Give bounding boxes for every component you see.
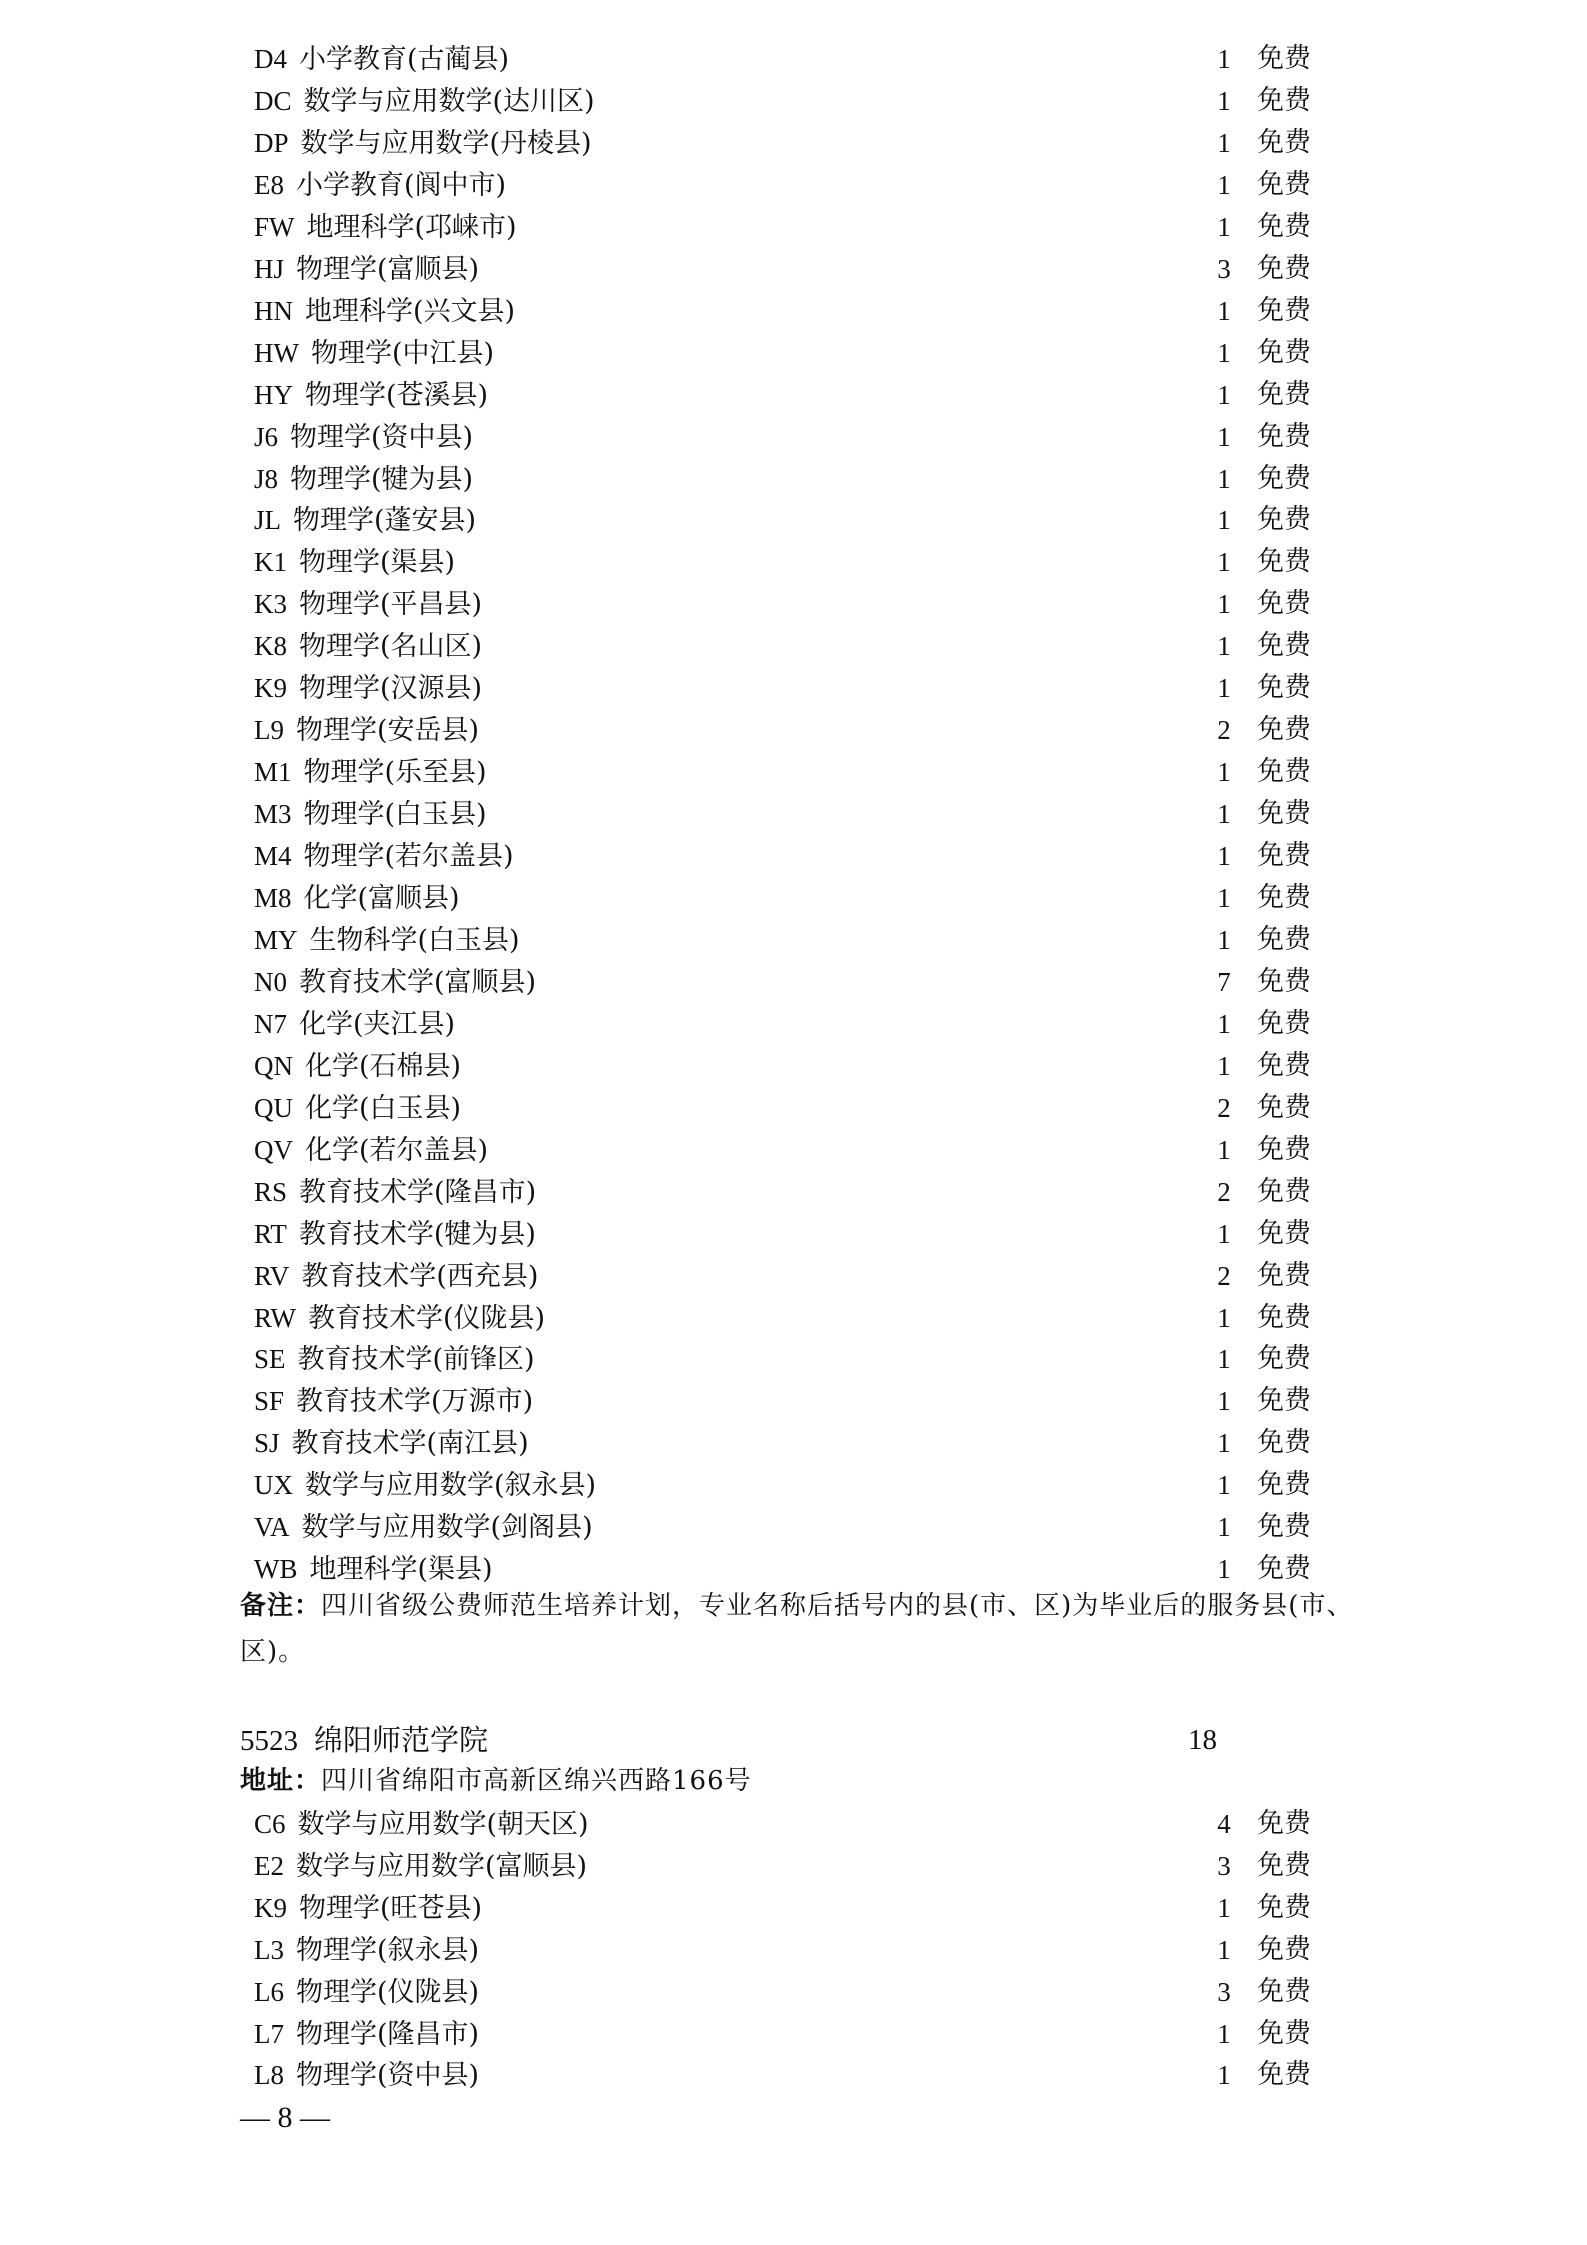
program-code: RS: [254, 1176, 288, 1207]
program-row: [254, 206, 1354, 248]
program-row: [254, 1045, 1354, 1087]
program-name: 教育技术学(隆昌市): [299, 1176, 537, 1208]
program-count: 3: [1217, 253, 1231, 284]
program-count: 1: [1217, 1008, 1231, 1039]
program-code: WB: [254, 1554, 298, 1585]
program-count: 1: [1217, 295, 1231, 326]
program-name: 化学(夹江县): [299, 1008, 456, 1040]
program-name: 物理学(苍溪县): [305, 379, 489, 411]
program-fee: 免费: [1257, 965, 1311, 997]
remark-text-line2: 区)。: [240, 1637, 306, 1667]
program-row: [254, 248, 1354, 290]
program-fee: 免费: [1257, 1049, 1311, 1081]
program-count: 1: [1217, 589, 1231, 620]
program-fee: 免费: [1257, 84, 1311, 116]
program-code: M3: [254, 799, 292, 830]
program-name: 物理学(安岳县): [296, 715, 480, 747]
program-fee: 免费: [1257, 630, 1311, 662]
program-row: [254, 667, 1354, 709]
remark-label: 备注：: [240, 1591, 322, 1621]
school-name: 绵阳师范学院: [314, 1723, 489, 1757]
program-code: M8: [254, 883, 292, 913]
program-count: 1: [1217, 211, 1231, 242]
program-fee: 免费: [1257, 756, 1311, 788]
program-fee: 免费: [1257, 1553, 1311, 1585]
remark-note: [240, 1583, 1360, 1675]
program-name: 地理科学(渠县): [309, 1554, 493, 1586]
school-total: 18: [1188, 1724, 1217, 1756]
program-code: VA: [254, 1512, 290, 1543]
program-name: 物理学(汉源县): [299, 673, 483, 705]
program-name: 数学与应用数学(朝天区): [297, 1809, 589, 1840]
program-row: [254, 541, 1354, 583]
program-fee: 免费: [1257, 882, 1311, 913]
program-count: 1: [1217, 2018, 1231, 2049]
program-code: RW: [254, 1302, 297, 1333]
program-name: 化学(富顺县): [303, 883, 460, 914]
program-name: 物理学(名山区): [299, 631, 483, 663]
program-name: 地理科学(兴文县): [305, 295, 516, 327]
program-row: [254, 2013, 1354, 2055]
program-name: 物理学(隆昌市): [296, 2018, 480, 2050]
program-count: 2: [1217, 1092, 1231, 1123]
program-code: HJ: [254, 253, 285, 284]
program-fee: 免费: [1257, 1511, 1311, 1543]
program-count: 1: [1217, 1428, 1231, 1459]
program-code: SF: [254, 1386, 285, 1417]
program-count: 2: [1217, 1260, 1231, 1291]
program-code: QU: [254, 1092, 293, 1123]
program-name: 小学教育(阆中市): [296, 169, 507, 201]
program-count: 1: [1217, 673, 1231, 704]
program-count: 1: [1217, 1344, 1231, 1375]
program-row: [254, 1171, 1354, 1213]
program-code: E2: [254, 1850, 284, 1881]
program-code: L9: [254, 715, 284, 746]
program-code: K9: [254, 673, 287, 704]
program-count: 1: [1217, 463, 1231, 494]
program-code: C6: [254, 1809, 286, 1839]
program-code: K1: [254, 547, 287, 578]
program-name: 物理学(白玉县): [303, 799, 487, 831]
program-fee: 免费: [1257, 672, 1311, 704]
program-row: [254, 1213, 1354, 1255]
program-fee: 免费: [1257, 126, 1311, 158]
program-fee: 免费: [1257, 336, 1311, 368]
program-code: HW: [254, 337, 299, 368]
program-fee: 免费: [1257, 1849, 1311, 1881]
program-fee: 免费: [1257, 1933, 1311, 1965]
program-row: [254, 1845, 1354, 1887]
program-fee: 免费: [1257, 210, 1311, 242]
program-name: 教育技术学(西充县): [301, 1260, 539, 1292]
program-name: 化学(石棉县): [305, 1050, 462, 1082]
program-code: QN: [254, 1050, 293, 1081]
program-count: 1: [1217, 2060, 1231, 2091]
address-label: 地址：: [240, 1766, 322, 1796]
program-fee: 免费: [1257, 504, 1311, 536]
program-row: [254, 1297, 1354, 1339]
program-code: L3: [254, 1934, 284, 1965]
program-code: K9: [254, 1892, 287, 1923]
program-code: L7: [254, 2018, 284, 2049]
program-fee: 免费: [1257, 2017, 1311, 2049]
program-code: QV: [254, 1134, 293, 1165]
program-count: 1: [1217, 1302, 1231, 1333]
program-row: [254, 835, 1354, 877]
program-code: N0: [254, 966, 287, 997]
program-count: 1: [1217, 883, 1231, 913]
program-fee: 免费: [1257, 798, 1311, 830]
program-name: 教育技术学(仪陇县): [308, 1302, 546, 1334]
program-count: 1: [1217, 799, 1231, 830]
program-count: 1: [1217, 127, 1231, 158]
program-row: [254, 709, 1354, 751]
program-code: HY: [254, 379, 293, 410]
program-fee: 免费: [1257, 923, 1311, 955]
program-fee: 免费: [1257, 462, 1311, 494]
program-name: 物理学(渠县): [299, 547, 456, 579]
program-name: 化学(若尔盖县): [305, 1134, 489, 1166]
program-name: 生物科学(白玉县): [309, 924, 520, 956]
program-row: [254, 2054, 1354, 2096]
program-name: 教育技术学(前锋区): [297, 1344, 535, 1376]
program-fee: 免费: [1257, 1007, 1311, 1039]
program-row: [254, 122, 1354, 164]
program-count: 1: [1217, 337, 1231, 368]
program-count: 1: [1217, 924, 1231, 955]
program-name: 物理学(仪陇县): [296, 1976, 480, 2008]
program-row: [254, 1255, 1354, 1297]
program-row: [254, 1380, 1354, 1422]
program-fee: 免费: [1257, 1891, 1311, 1923]
program-count: 1: [1217, 1386, 1231, 1417]
program-code: J8: [254, 463, 279, 494]
school-address: [240, 1760, 1340, 1802]
program-row: [254, 1422, 1354, 1464]
program-row: [254, 1129, 1354, 1171]
program-code: SE: [254, 1344, 286, 1375]
program-count: 1: [1217, 841, 1231, 872]
program-count: 1: [1217, 1512, 1231, 1543]
program-code: SJ: [254, 1428, 280, 1459]
page-number: — 8 —: [240, 2101, 330, 2134]
program-row: [254, 1971, 1354, 2013]
program-name: 化学(白玉县): [305, 1092, 462, 1124]
program-name: 物理学(平昌县): [299, 589, 483, 621]
program-row: [254, 499, 1354, 541]
program-name: 数学与应用数学(丹棱县): [300, 127, 592, 159]
program-row: [254, 1003, 1354, 1045]
program-code: L6: [254, 1976, 284, 2007]
program-code: FW: [254, 211, 295, 242]
program-row: [254, 751, 1354, 793]
program-code: DP: [254, 127, 289, 158]
program-code: E8: [254, 169, 284, 200]
program-row: [254, 919, 1354, 961]
program-fee: 免费: [1257, 1808, 1311, 1839]
program-fee: 免费: [1257, 378, 1311, 410]
program-name: 物理学(旺苍县): [299, 1892, 483, 1924]
program-count: 2: [1217, 1176, 1231, 1207]
program-name: 物理学(资中县): [290, 421, 474, 453]
program-fee: 免费: [1257, 1301, 1311, 1333]
program-fee: 免费: [1257, 1469, 1311, 1501]
program-row: [254, 1464, 1354, 1506]
program-row: [254, 1338, 1354, 1380]
program-row: [254, 290, 1354, 332]
program-row: [254, 458, 1354, 500]
program-code: N7: [254, 1008, 287, 1039]
program-fee: 免费: [1257, 1091, 1311, 1123]
program-code: K8: [254, 631, 287, 662]
program-fee: 免费: [1257, 1259, 1311, 1291]
program-fee: 免费: [1257, 1427, 1311, 1459]
program-fee: 免费: [1257, 1385, 1311, 1417]
program-fee: 免费: [1257, 840, 1311, 872]
program-code: L8: [254, 2060, 284, 2091]
program-code: M1: [254, 757, 292, 788]
school-id: 5523: [240, 1725, 298, 1757]
program-row: [254, 877, 1354, 919]
program-count: 1: [1217, 44, 1231, 74]
program-name: 物理学(叙永县): [296, 1934, 480, 1966]
program-fee: 免费: [1257, 420, 1311, 452]
program-row: [254, 80, 1354, 122]
program-name: 教育技术学(南江县): [291, 1428, 529, 1460]
program-count: 1: [1217, 757, 1231, 788]
program-name: 数学与应用数学(达川区): [303, 85, 595, 117]
program-fee: 免费: [1257, 294, 1311, 326]
program-fee: 免费: [1257, 1175, 1311, 1207]
school-header: [240, 1717, 1340, 1763]
program-row: [254, 374, 1354, 416]
program-code: J6: [254, 421, 279, 452]
program-row: [254, 1929, 1354, 1971]
program-code: MY: [254, 924, 298, 955]
program-count: 1: [1217, 1934, 1231, 1965]
program-row: [254, 1087, 1354, 1129]
program-fee: 免费: [1257, 2059, 1311, 2091]
program-name: 教育技术学(富顺县): [299, 966, 537, 998]
program-row: [254, 583, 1354, 625]
program-count: 1: [1217, 1554, 1231, 1585]
program-name: 物理学(乐至县): [303, 757, 487, 789]
program-count: 1: [1217, 85, 1231, 116]
program-row: [254, 416, 1354, 458]
program-name: 物理学(中江县): [310, 337, 495, 369]
program-count: 1: [1217, 1892, 1231, 1923]
program-fee: 免费: [1257, 714, 1311, 746]
program-name: 地理科学(邛崃市): [306, 211, 517, 243]
program-row: [254, 1803, 1354, 1845]
program-fee: 免费: [1257, 1217, 1311, 1249]
program-code: D4: [254, 44, 287, 74]
program-fee: 免费: [1257, 1133, 1311, 1165]
program-count: 3: [1217, 1850, 1231, 1881]
program-name: 教育技术学(犍为县): [298, 1218, 536, 1250]
program-count: 1: [1217, 631, 1231, 662]
program-count: 3: [1217, 1976, 1231, 2007]
program-code: M4: [254, 841, 292, 872]
program-fee: 免费: [1257, 1975, 1311, 2007]
program-count: 4: [1217, 1809, 1231, 1839]
program-count: 1: [1217, 379, 1231, 410]
program-count: 1: [1217, 1218, 1231, 1249]
program-name: 数学与应用数学(富顺县): [296, 1850, 588, 1882]
program-name: 数学与应用数学(叙永县): [305, 1470, 597, 1502]
program-row: [254, 164, 1354, 206]
program-fee: 免费: [1257, 546, 1311, 578]
program-row: [254, 961, 1354, 1003]
program-code: K3: [254, 589, 287, 620]
program-count: 1: [1217, 421, 1231, 452]
remark-text-line1: 四川省级公费师范生培养计划，专业名称后括号内的县(市、区)为毕业后的服务县(市、: [321, 1591, 1354, 1621]
program-count: 7: [1217, 966, 1231, 997]
program-fee: 免费: [1257, 1343, 1311, 1375]
program-row: [254, 625, 1354, 667]
program-name: 物理学(富顺县): [296, 253, 480, 285]
program-row: [254, 332, 1354, 374]
program-row: [254, 793, 1354, 835]
program-count: 1: [1217, 1134, 1231, 1165]
program-count: 1: [1217, 1050, 1231, 1081]
program-name: 数学与应用数学(剑阁县): [301, 1512, 593, 1544]
program-code: DC: [254, 85, 292, 116]
program-code: RT: [254, 1218, 287, 1249]
program-fee: 免费: [1257, 252, 1311, 284]
program-row: [254, 1887, 1354, 1929]
program-count: 1: [1217, 547, 1231, 578]
program-code: HN: [254, 295, 293, 326]
program-fee: 免费: [1257, 588, 1311, 620]
program-count: 1: [1217, 1470, 1231, 1501]
program-count: 1: [1217, 169, 1231, 200]
program-code: JL: [254, 505, 281, 536]
program-fee: 免费: [1257, 168, 1311, 200]
program-name: 小学教育(古蔺县): [299, 44, 510, 75]
program-row: [254, 1506, 1354, 1548]
program-code: RV: [254, 1260, 290, 1291]
program-count: 2: [1217, 715, 1231, 746]
address-text: 四川省绵阳市高新区绵兴西路166号: [321, 1766, 752, 1796]
program-count: 1: [1217, 505, 1231, 536]
program-fee: 免费: [1257, 43, 1311, 74]
program-name: 物理学(蓬安县): [293, 505, 477, 537]
program-row: [254, 38, 1354, 80]
program-name: 物理学(资中县): [296, 2060, 480, 2092]
program-code: UX: [254, 1470, 293, 1501]
program-name: 物理学(犍为县): [290, 463, 474, 495]
program-name: 教育技术学(万源市): [296, 1386, 534, 1418]
program-name: 物理学(若尔盖县): [303, 841, 514, 873]
